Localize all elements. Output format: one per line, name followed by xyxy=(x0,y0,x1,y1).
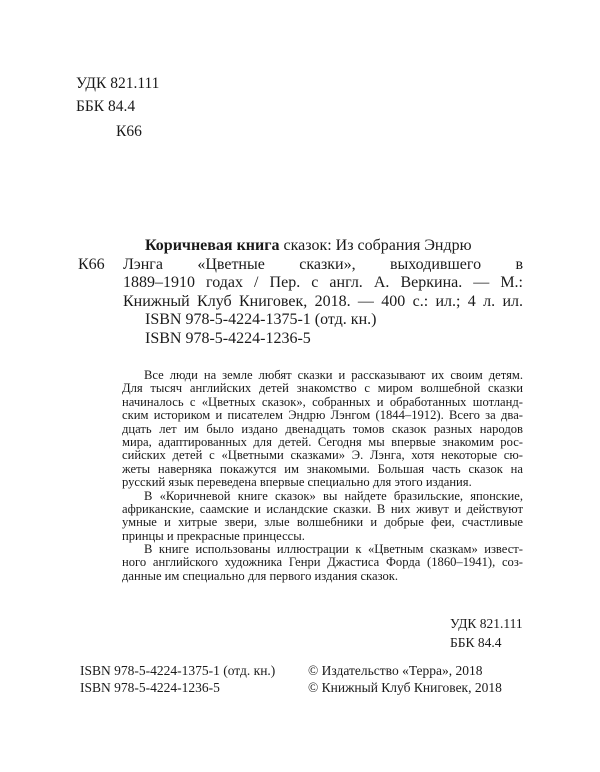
entry-line: Книжный Клуб Книговек, 2018. — 400 с.: ил.; 4 л. ил. xyxy=(123,292,523,310)
udk-code: УДК 821.111 xyxy=(76,75,160,92)
entry-title-line xyxy=(123,237,523,256)
abstract-line: жеты наверняка покажутся им знакомыми. Большая часть сказок на xyxy=(122,461,523,476)
footer-isbn: ISBN 978-5-4224-1375-1 (отд. кн.) xyxy=(80,663,276,678)
abstract-line: африканские, саамские и исландские сказки. В них живут и действуют xyxy=(122,501,523,516)
bbk-code: ББК 84.4 xyxy=(76,98,136,115)
abstract xyxy=(122,369,523,583)
abstract-line: русский язык переведена впервые специально для этого издания. xyxy=(122,475,472,490)
abstract-line: дцать лет им было издано двенадцать томов сказок разных народов xyxy=(122,421,523,436)
abstract-line: данные им специально для первого издания сказок. xyxy=(122,568,399,583)
abstract-line: сийских детей с «Цветными сказками» Э. Лэнга, хотя некоторые сю- xyxy=(122,448,523,463)
abstract-line: умные и хитрые звери, злые волшебники и добрые феи, счастливые xyxy=(122,515,523,530)
abstract-line: ного английского художника Генри Джастиса Форда (1860–1941), соз- xyxy=(122,555,523,570)
catalog-entry xyxy=(123,237,523,348)
copyright-line: © Издательство «Терра», 2018 xyxy=(308,663,483,678)
abstract-line: начиналось с «Цветных сказок», собранных и обработанных шотланд- xyxy=(122,394,523,409)
abstract-line: ским историком и писателем Эндрю Лэнгом (1844–1912). Всего за два- xyxy=(122,408,523,423)
abstract-line: мира, адаптированных для детей. Сегодня мы впервые знакомим рос- xyxy=(122,434,523,449)
abstract-line: Все люди на земле любят сказки и рассказывают их своим детям. xyxy=(144,368,523,382)
author-mark: К66 xyxy=(116,123,142,140)
entry-line: 1889–1910 годах / Пер. с англ. А. Веркина. — М.: xyxy=(123,274,523,291)
copyright-line: © Книжный Клуб Книговек, 2018 xyxy=(308,680,502,695)
abstract-line: В «Коричневой книге сказок» вы найдете бразильские, японские, xyxy=(144,488,523,503)
entry-isbn: ISBN 978-5-4224-1236-5 xyxy=(145,329,311,347)
entry-isbn: ISBN 978-5-4224-1375-1 (отд. кн.) xyxy=(145,311,377,328)
abstract-line: В книге использованы иллюстрации к «Цветным сказкам» извест- xyxy=(144,542,523,557)
footer-isbn: ISBN 978-5-4224-1236-5 xyxy=(80,680,220,695)
entry-line: Лэнга «Цветные сказки», выходившего в xyxy=(123,255,523,273)
footer-bbk: ББК 84.4 xyxy=(450,635,502,650)
entry-author-mark: К66 xyxy=(78,255,105,273)
book-title: Коричневая книга xyxy=(145,237,280,254)
footer-udk: УДК 821.111 xyxy=(450,616,523,631)
abstract-line: Для тысяч английских детей знакомство с миром волшебной сказки xyxy=(122,381,523,396)
abstract-line: принцы и прекрасные принцессы. xyxy=(122,528,305,543)
entry-title-rest: сказок: Из собрания Эндрю xyxy=(279,237,472,254)
